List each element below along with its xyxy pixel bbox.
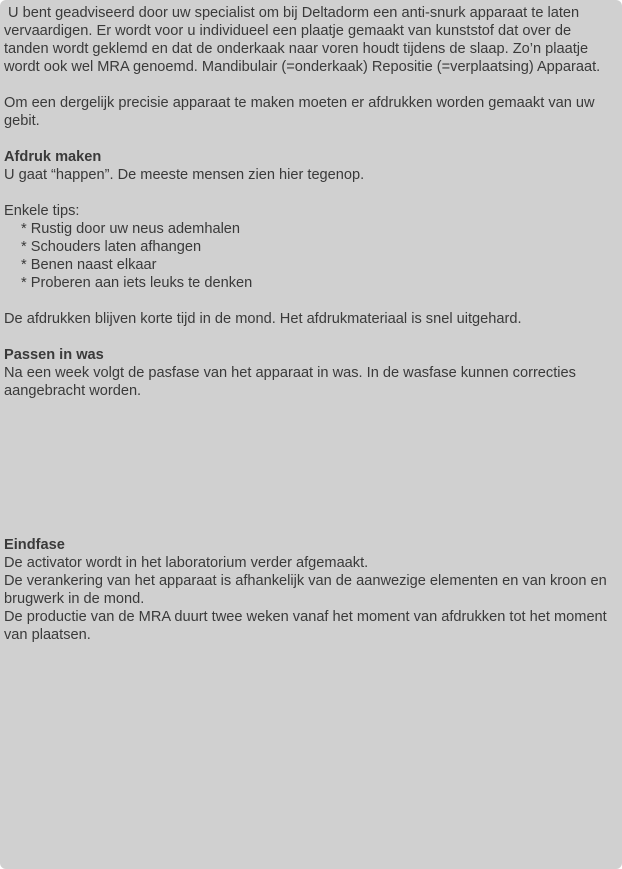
tip-item: * Schouders laten afhangen (21, 239, 202, 255)
tip-item: * Proberen aan iets leuks te denken (21, 275, 253, 291)
spacer (4, 292, 616, 310)
eindfase-line: De verankering van het apparaat is afhankelijk van de aanwezige elementen en van kroon en brugwerk in de mond. (4, 573, 607, 607)
spacer (4, 328, 616, 346)
eindfase-line: De activator wordt in het laboratorium verder afgemaakt. (4, 555, 369, 571)
section-heading-eindfase: Eindfase (4, 537, 65, 553)
spacer (4, 130, 616, 148)
blank-space (4, 400, 616, 536)
spacer (4, 184, 616, 202)
section-heading-afdruk: Afdruk maken (4, 149, 102, 165)
passen-text: Na een week volgt de pasfase van het apparaat in was. In de wasfase kunnen correcties aangebracht worden. (4, 365, 576, 399)
tips-label: Enkele tips: (4, 203, 80, 219)
spacer (4, 76, 616, 94)
afdruk-note: De afdrukken blijven korte tijd in de mond. Het afdrukmateriaal is snel uitgehard. (4, 311, 522, 327)
section-heading-passen: Passen in was (4, 347, 104, 363)
tip-item: * Benen naast elkaar (21, 257, 157, 273)
afdruk-text: U gaat “happen”. De meeste mensen zien hier tegenop. (4, 167, 365, 183)
eindfase-line: De productie van de MRA duurt twee weken vanaf het moment van afdrukken tot het moment van plaatsen. (4, 609, 607, 643)
intro-paragraph-2: Om een dergelijk precisie apparaat te maken moeten er afdrukken worden gemaakt van uw gebit. (4, 95, 595, 129)
intro-paragraph: U bent geadviseerd door uw specialist om bij Deltadorm een anti-snurk apparaat te laten vervaardigen. Er wordt voor u individueel een plaatje gemaakt van kunststof dat over de tanden wordt geklemd en dat de onderkaak naar voren houdt tijdens de slaap. Zo’n plaatje wordt ook wel MRA genoemd. Mandibulair (=onderkaak) Repositie (=verplaatsing) Apparaat. (4, 5, 601, 75)
tip-item: * Rustig door uw neus ademhalen (21, 221, 241, 237)
